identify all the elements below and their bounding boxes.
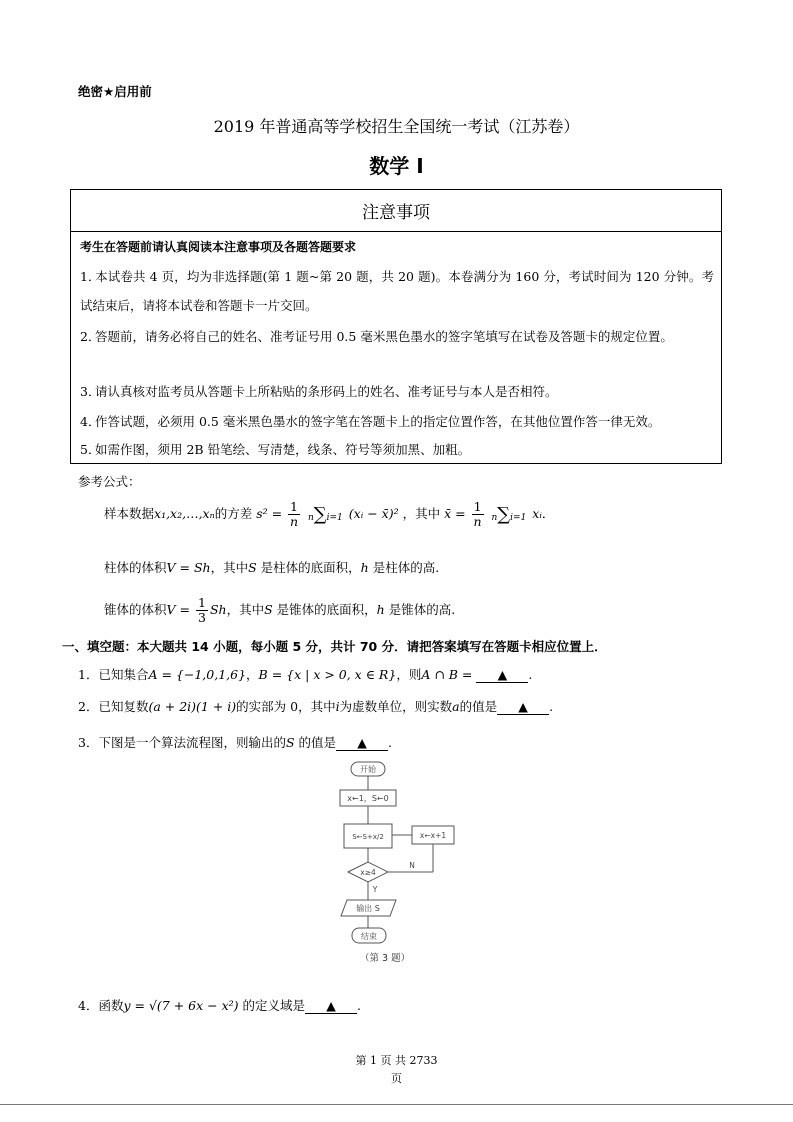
flow-update-s-label: S←S+x/2 xyxy=(352,833,384,841)
frac-den: n xyxy=(473,514,482,529)
flow-no-label: N xyxy=(409,861,415,870)
question-end: . xyxy=(549,699,554,714)
question-end: . xyxy=(357,998,362,1013)
cone-rhs: Sh xyxy=(209,602,227,617)
section-heading: 一、填空题：本大题共 14 小题，每小题 5 分，共计 70 分．请把答案填写在答题卡相应位置上． xyxy=(62,639,607,654)
question-text: 的值是 xyxy=(298,735,337,750)
question-end: . xyxy=(528,667,533,682)
frac-1-3 xyxy=(196,596,208,625)
cone-text-c: 是锥体的底面积， xyxy=(276,602,377,617)
frac-den: 3 xyxy=(197,610,206,625)
question-text: 已知集合 xyxy=(98,667,149,682)
exam-title: 2019 年普通高等学校招生全国统一考试（江苏卷） xyxy=(213,117,580,136)
frac-num: 1 xyxy=(197,595,206,610)
prism-text-b: ，其中 xyxy=(210,560,249,575)
sum-top: n xyxy=(307,512,314,523)
sum-symbol xyxy=(491,503,527,525)
answer-blank: ▲ xyxy=(305,998,357,1014)
sum-top: n xyxy=(491,512,498,523)
flow-update-x-label: x←x+1 xyxy=(419,831,447,840)
prism-formula xyxy=(104,558,439,576)
notice-item-num: 2． xyxy=(80,329,101,344)
frac-den: n xyxy=(289,514,299,529)
question-text: 为虚数单位，则实数 xyxy=(339,699,453,714)
notice-item-5 xyxy=(80,435,714,464)
question-text: 函数 xyxy=(98,998,124,1013)
notice-item-text: 答题前，请务必将自己的姓名、准考证号用 0.5 毫米黑色墨水的签字笔填写在试卷及答题卡的规定位置。 xyxy=(95,329,673,344)
notice-divider xyxy=(71,231,721,232)
cone-h: h xyxy=(376,602,385,617)
prism-math: V = Sh xyxy=(166,560,211,575)
cone-formula xyxy=(104,596,455,625)
variance-mean-prefix: ，其中 xyxy=(402,506,441,521)
question-num: 2． xyxy=(78,699,99,714)
notice-item-num: 1． xyxy=(80,269,101,284)
variance-lhs: s² = xyxy=(256,506,283,521)
page-number-line1: 第 1 页 共 2733 xyxy=(355,1054,438,1067)
answer-blank: ▲ xyxy=(476,667,528,683)
question-num: 1． xyxy=(78,667,99,682)
question-num: 3． xyxy=(78,735,99,750)
question-math: (a + 2i)(1 + i) xyxy=(148,699,237,714)
flowchart xyxy=(330,758,470,950)
cone-text-a: 锥体的体积 xyxy=(104,602,167,617)
footer-divider xyxy=(0,1104,793,1105)
frac-num: 1 xyxy=(473,499,482,514)
question-2 xyxy=(78,697,553,715)
question-text: 下图是一个算法流程图，则输出的 xyxy=(98,735,286,750)
frac-1-n xyxy=(288,500,300,529)
frac-1-n xyxy=(472,500,484,529)
sum-bottom: i=1 xyxy=(326,512,343,523)
notice-item-text: 请认真核对监考员从答题卡上所粘贴的条形码上的姓名、准考证号与本人是否相符。 xyxy=(95,384,558,399)
notice-box xyxy=(70,189,722,464)
sum-sign: ∑ xyxy=(313,503,327,525)
flowchart-caption: （第 3 题） xyxy=(360,953,411,964)
cone-lhs: V = xyxy=(166,602,190,617)
notice-intro: 考生在答题前请认真阅读本注意事项及各题答题要求 xyxy=(80,240,357,254)
frac-num: 1 xyxy=(290,499,298,514)
variance-mid: 的方差 xyxy=(214,506,253,521)
question-1 xyxy=(78,665,532,683)
notice-item-text: 作答试题，必须用 0.5 毫米黑色墨水的签字笔在答题卡上的指定位置作答，在其他位置作答一律无效。 xyxy=(95,414,661,429)
sum-symbol xyxy=(307,503,343,525)
cone-text-b: ，其中 xyxy=(226,602,265,617)
notice-title: 注意事项 xyxy=(362,203,430,223)
prism-text-d: 是柱体的高. xyxy=(372,560,440,575)
cone-S: S xyxy=(264,602,273,617)
sum-sign: ∑ xyxy=(497,503,511,525)
question-4 xyxy=(78,996,361,1014)
question-text: 的实部为 0，其中 xyxy=(236,699,336,714)
cone-text-d: 是锥体的高. xyxy=(388,602,456,617)
notice-item-num: 5． xyxy=(80,442,101,457)
variance-prefix: 样本数据 xyxy=(104,506,155,521)
prism-h: h xyxy=(360,560,369,575)
question-math: y = √(7 + 6x − x²) xyxy=(123,998,239,1013)
notice-item-num: 4． xyxy=(80,414,101,429)
page-number-line2: 页 xyxy=(391,1072,402,1085)
variance-formula xyxy=(104,500,554,529)
flow-end-label: 结束 xyxy=(361,932,377,941)
question-math: i xyxy=(335,699,340,714)
flow-yes-label: Y xyxy=(372,885,378,894)
question-3 xyxy=(78,733,392,751)
variance-body: (xᵢ − x̄)² xyxy=(348,506,399,521)
notice-item-1 xyxy=(80,262,714,320)
question-math: a xyxy=(452,699,460,714)
question-end: . xyxy=(388,735,393,750)
answer-blank: ▲ xyxy=(497,699,549,715)
question-num: 4． xyxy=(78,998,99,1013)
question-math: A ∩ B = xyxy=(421,667,473,682)
notice-item-3 xyxy=(80,377,714,406)
secret-mark: 绝密★启用前 xyxy=(78,84,152,99)
flow-condition-label: x≥4 xyxy=(360,868,376,877)
question-text: 的值是 xyxy=(459,699,498,714)
flow-start-label: 开始 xyxy=(360,765,376,774)
notice-item-num: 3． xyxy=(80,384,101,399)
question-math: A = {−1,0,1,6} xyxy=(148,667,247,682)
flow-output-label: 输出 S xyxy=(356,904,380,913)
flow-init-label: x←1，S←0 xyxy=(347,794,389,803)
mean-body: xᵢ xyxy=(532,506,542,521)
prism-text-a: 柱体的体积 xyxy=(104,560,167,575)
notice-item-text: 本试卷共 4 页，均为非选择题(第 1 题~第 20 题，共 20 题)。本卷满分为 160 分，考试时间为 120 分钟。考试结束后，请将本试卷和答题卡一片交回。 xyxy=(80,269,714,313)
notice-item-4 xyxy=(80,407,714,436)
reference-label: 参考公式： xyxy=(78,474,141,489)
prism-text-c: 是柱体的底面积， xyxy=(260,560,361,575)
question-text: ，则 xyxy=(396,667,422,682)
question-text: 已知复数 xyxy=(98,699,149,714)
prism-S: S xyxy=(248,560,257,575)
question-text: 的定义域是 xyxy=(242,998,306,1013)
question-math: S xyxy=(285,735,295,750)
subject-title: 数学 I xyxy=(369,154,424,178)
question-math: B = {x | x > 0, x ∈ R} xyxy=(258,667,397,682)
notice-item-text: 如需作图，须用 2B 铅笔绘、写清楚，线条、符号等须加黑、加粗。 xyxy=(95,442,471,457)
variance-data: x₁,x₂,…,xₙ xyxy=(154,506,215,521)
sum-bottom: i=1 xyxy=(510,512,527,523)
answer-blank: ▲ xyxy=(336,735,388,751)
variance-end: ． xyxy=(541,506,555,521)
mean-lhs: x̄ = xyxy=(444,506,466,521)
question-text: ， xyxy=(246,667,259,682)
notice-item-2 xyxy=(80,322,714,351)
